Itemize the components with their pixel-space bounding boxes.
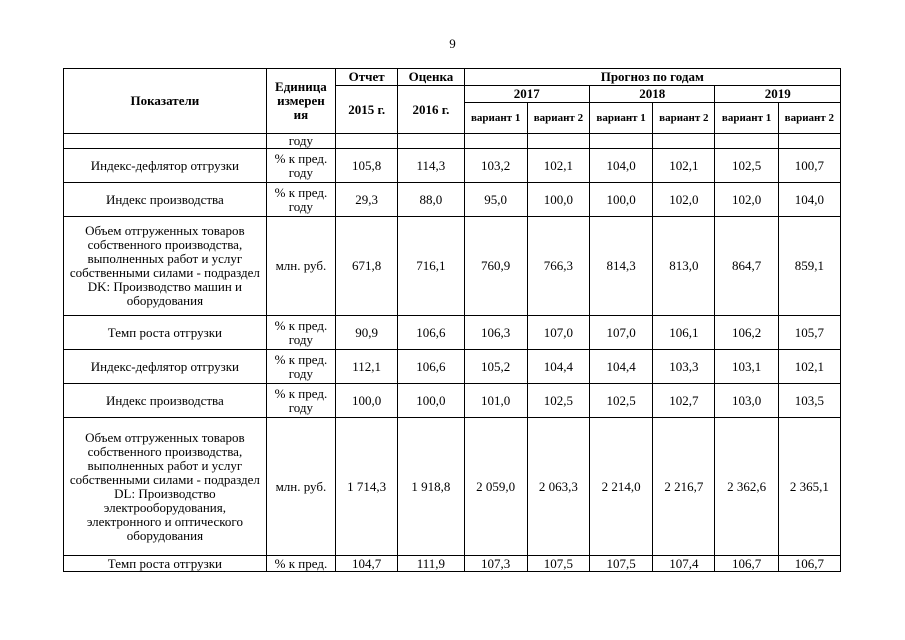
value-cell: 102,1 [527, 149, 589, 183]
value-cell: 107,5 [590, 556, 653, 572]
table-row [64, 418, 841, 556]
value-cell: 114,3 [398, 149, 464, 183]
value-cell: 100,0 [398, 384, 464, 418]
value-cell: 29,3 [336, 183, 398, 217]
indicator-name: Темп роста отгрузки [64, 556, 267, 572]
indicator-unit: % к пред. году [266, 183, 335, 217]
indicator-unit: % к пред. [266, 556, 335, 572]
header-variant-1: вариант 1 [715, 103, 778, 134]
value-cell: 2 365,1 [778, 418, 840, 556]
value-cell: 101,0 [464, 384, 527, 418]
value-cell: 2 063,3 [527, 418, 589, 556]
table-header [64, 69, 841, 134]
header-year-2017: 2017 [464, 86, 589, 103]
indicator-unit: % к пред. году [266, 149, 335, 183]
indicator-unit: % к пред. году [266, 350, 335, 384]
value-cell: 88,0 [398, 183, 464, 217]
value-cell [464, 134, 527, 149]
indicator-name: Объем отгруженных товаров собственного производства, выполненных работ и услуг собственными силами - подраздел DK: Производство машин и оборудования [64, 217, 267, 316]
value-cell: 103,0 [715, 384, 778, 418]
value-cell [527, 134, 589, 149]
header-year-2018: 2018 [590, 86, 715, 103]
value-cell: 102,5 [715, 149, 778, 183]
value-cell: 104,0 [778, 183, 840, 217]
value-cell: 105,8 [336, 149, 398, 183]
value-cell: 107,4 [653, 556, 715, 572]
table-row [64, 316, 841, 350]
indicator-unit: % к пред. году [266, 316, 335, 350]
value-cell: 2 214,0 [590, 418, 653, 556]
header-indicators: Показатели [64, 69, 267, 134]
value-cell: 105,7 [778, 316, 840, 350]
indicator-name [64, 134, 267, 149]
table-row [64, 183, 841, 217]
value-cell [778, 134, 840, 149]
value-cell: 671,8 [336, 217, 398, 316]
indicator-name: Темп роста отгрузки [64, 316, 267, 350]
value-cell [336, 134, 398, 149]
value-cell: 111,9 [398, 556, 464, 572]
table-row [64, 149, 841, 183]
page-number: 9 [449, 36, 456, 51]
value-cell: 95,0 [464, 183, 527, 217]
table-row [64, 350, 841, 384]
value-cell: 102,5 [590, 384, 653, 418]
value-cell: 102,1 [653, 149, 715, 183]
value-cell: 100,0 [336, 384, 398, 418]
value-cell: 102,0 [715, 183, 778, 217]
value-cell: 100,0 [527, 183, 589, 217]
header-variant-1: вариант 1 [464, 103, 527, 134]
table-body [64, 134, 841, 572]
value-cell: 106,1 [653, 316, 715, 350]
value-cell: 100,7 [778, 149, 840, 183]
value-cell: 106,7 [778, 556, 840, 572]
indicator-unit: млн. руб. [266, 217, 335, 316]
value-cell: 103,3 [653, 350, 715, 384]
value-cell: 103,1 [715, 350, 778, 384]
value-cell: 2 059,0 [464, 418, 527, 556]
value-cell [653, 134, 715, 149]
value-cell: 864,7 [715, 217, 778, 316]
value-cell: 766,3 [527, 217, 589, 316]
indicator-unit: году [266, 134, 335, 149]
table-row [64, 556, 841, 572]
indicator-name: Индекс производства [64, 384, 267, 418]
table-row [64, 217, 841, 316]
value-cell: 107,3 [464, 556, 527, 572]
value-cell: 106,2 [715, 316, 778, 350]
value-cell: 90,9 [336, 316, 398, 350]
value-cell: 814,3 [590, 217, 653, 316]
value-cell: 716,1 [398, 217, 464, 316]
value-cell: 105,2 [464, 350, 527, 384]
header-report: Отчет [336, 69, 398, 86]
header-estimate: Оценка [398, 69, 464, 86]
indicator-name: Индекс-дефлятор отгрузки [64, 350, 267, 384]
header-variant-2: вариант 2 [778, 103, 840, 134]
value-cell: 102,1 [778, 350, 840, 384]
indicator-name: Индекс-дефлятор отгрузки [64, 149, 267, 183]
indicator-unit: % к пред. году [266, 384, 335, 418]
value-cell: 859,1 [778, 217, 840, 316]
value-cell: 102,0 [653, 183, 715, 217]
value-cell: 103,5 [778, 384, 840, 418]
value-cell: 102,7 [653, 384, 715, 418]
value-cell: 106,3 [464, 316, 527, 350]
value-cell: 104,4 [590, 350, 653, 384]
header-variant-2: вариант 2 [653, 103, 715, 134]
value-cell: 106,7 [715, 556, 778, 572]
value-cell: 104,7 [336, 556, 398, 572]
table-row [64, 384, 841, 418]
header-variant-2: вариант 2 [527, 103, 589, 134]
value-cell: 2 216,7 [653, 418, 715, 556]
value-cell: 103,2 [464, 149, 527, 183]
value-cell: 107,0 [590, 316, 653, 350]
value-cell [715, 134, 778, 149]
value-cell: 106,6 [398, 316, 464, 350]
value-cell: 104,4 [527, 350, 589, 384]
header-variant-1: вариант 1 [590, 103, 653, 134]
indicator-name: Объем отгруженных товаров собственного производства, выполненных работ и услуг собственными силами - подраздел DL: Производство электрооборудования, электронного и оптического оборудования [64, 418, 267, 556]
indicator-name: Индекс производства [64, 183, 267, 217]
value-cell: 112,1 [336, 350, 398, 384]
value-cell: 104,0 [590, 149, 653, 183]
value-cell [590, 134, 653, 149]
table-row [64, 134, 841, 149]
value-cell: 106,6 [398, 350, 464, 384]
value-cell: 813,0 [653, 217, 715, 316]
forecast-table [63, 68, 841, 572]
header-forecast: Прогноз по годам [464, 69, 840, 86]
value-cell: 107,0 [527, 316, 589, 350]
value-cell: 1 714,3 [336, 418, 398, 556]
value-cell: 100,0 [590, 183, 653, 217]
value-cell: 2 362,6 [715, 418, 778, 556]
header-estimate-year: 2016 г. [398, 86, 464, 134]
header-year-2019: 2019 [715, 86, 841, 103]
header-unit: Единица измерен ия [266, 69, 335, 134]
value-cell: 760,9 [464, 217, 527, 316]
indicator-unit: млн. руб. [266, 418, 335, 556]
header-report-year: 2015 г. [336, 86, 398, 134]
value-cell [398, 134, 464, 149]
value-cell: 1 918,8 [398, 418, 464, 556]
value-cell: 107,5 [527, 556, 589, 572]
value-cell: 102,5 [527, 384, 589, 418]
